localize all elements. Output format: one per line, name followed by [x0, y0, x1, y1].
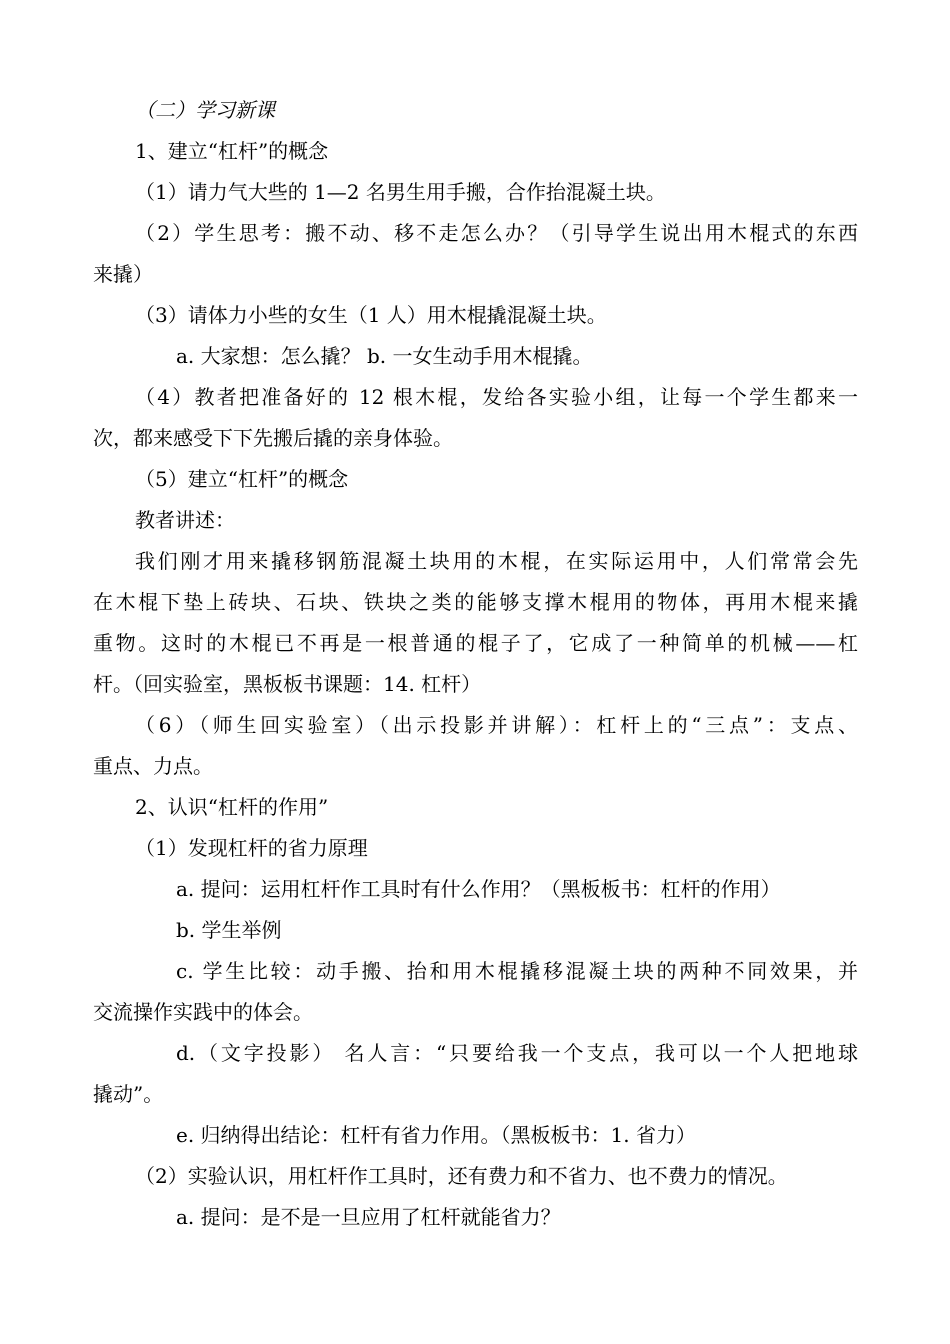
section-heading: （二）学习新课: [135, 98, 275, 122]
paragraph-line: 来撬）: [93, 262, 153, 286]
paragraph-line: （5）建立“杠杆”的概念: [135, 467, 349, 491]
paragraph-line: （2）学生思考：搬不动、移不走怎么办？（引导学生说出用木棍式的东西: [135, 221, 858, 245]
paragraph-line: a. 提问：运用杠杆作工具时有什么作用？（黑板板书：杠杆的作用）: [176, 877, 781, 901]
paragraph-line: 次，都来感受下下先搬后撬的亲身体验。: [93, 426, 453, 450]
subsection-heading: 1、建立“杠杆”的概念: [135, 139, 329, 163]
paragraph-line: （3）请体力小些的女生（1 人）用木棍撬混凝土块。: [135, 303, 607, 327]
paragraph-line: （4）教者把准备好的 12 根木棍，发给各实验小组，让每一个学生都来一: [135, 385, 858, 409]
paragraph-line: 交流操作实践中的体会。: [93, 1000, 313, 1024]
paragraph-line: a. 大家想：怎么撬？ b. 一女生动手用木棍撬。: [176, 344, 593, 368]
paragraph-line: 我们刚才用来撬移钢筋混凝土块用的木棍，在实际运用中，人们常常会先: [135, 549, 858, 573]
paragraph-line: 教者讲述：: [135, 508, 235, 532]
paragraph-line: c. 学生比较：动手搬、抬和用木棍撬移混凝土块的两种不同效果，并: [176, 959, 858, 983]
paragraph-line: 重点、力点。: [93, 754, 213, 778]
paragraph-line: e. 归纳得出结论：杠杆有省力作用。（黑板板书：1. 省力）: [176, 1123, 696, 1147]
paragraph-line: 在木棍下垫上砖块、石块、铁块之类的能够支撑木棍用的物体，再用木棍来撬: [93, 590, 858, 614]
paragraph-line: （6）（师生回实验室）（出示投影并讲解）：杠杆上的“三点”：支点、: [135, 713, 858, 737]
paragraph-line: （1）发现杠杆的省力原理: [135, 836, 368, 860]
paragraph-line: a. 提问：是不是一旦应用了杠杆就能省力？: [176, 1205, 561, 1229]
paragraph-line: b. 学生举例: [176, 918, 282, 942]
paragraph-line: d.（文字投影） 名人言：“只要给我一个支点，我可以一个人把地球: [176, 1041, 858, 1065]
paragraph-line: （1）请力气大些的 1—2 名男生用手搬，合作抬混凝土块。: [135, 180, 666, 204]
paragraph-line: 重物。这时的木棍已不再是一根普通的棍子了，它成了一种简单的机械——杠: [93, 631, 858, 655]
paragraph-line: （2）实验认识，用杠杆作工具时，还有费力和不省力、也不费力的情况。: [135, 1164, 788, 1188]
paragraph-line: 杆。（回实验室，黑板板书课题：14. 杠杆）: [93, 672, 482, 696]
subsection-heading: 2、认识“杠杆的作用”: [135, 795, 329, 819]
paragraph-line: 撬动”。: [93, 1082, 164, 1106]
